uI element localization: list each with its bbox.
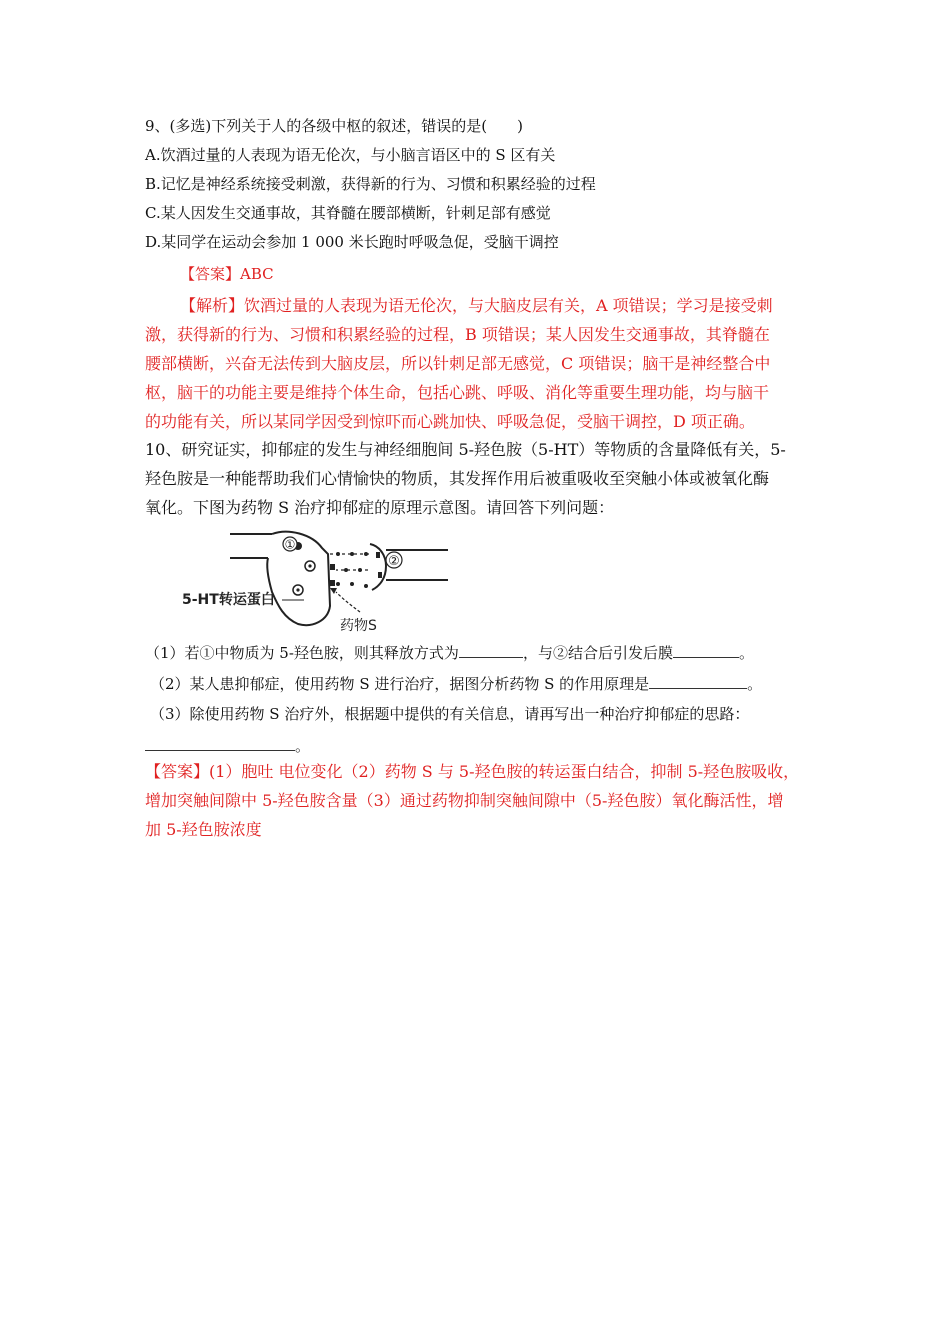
q10-stem-line-3: 氧化。下图为药物 S 治疗抑郁症的原理示意图。请回答下列问题： bbox=[145, 498, 615, 517]
q10-answer-line-1: 【答案】(1）胞吐 电位变化（2）药物 S 与 5-羟色胺的转运蛋白结合，抑制 5-羟色胺吸收， bbox=[145, 762, 800, 781]
q9-option-d: D.某同学在运动会参加 1 000 米长跑时呼吸急促，受脑干调控 bbox=[145, 233, 559, 251]
q10-sub2 bbox=[150, 673, 762, 694]
synapse-diagram bbox=[180, 526, 460, 636]
q10-stem-line-1: 10、研究证实，抑郁症的发生与神经细胞间 5-羟色胺（5-HT）等物质的含量降低有关，5- bbox=[145, 440, 786, 459]
q9-analysis-line-5: 的功能有关，所以某同学因受到惊吓而心跳加快、呼吸急促，受脑干调控，D 项正确。 bbox=[145, 412, 755, 431]
serotonin-molecules bbox=[336, 552, 368, 588]
receptor bbox=[376, 552, 380, 558]
q10-stem-line-2: 羟色胺是一种能帮助我们心情愉快的物质，其发挥作用后被重吸收至突触小体或被氧化酶 bbox=[145, 469, 770, 488]
q9-analysis-line-4: 枢，脑干的功能主要是维持个体生命，包括心跳、呼吸、消化等重要生理功能，均与脑干 bbox=[145, 383, 770, 402]
label-1: ① bbox=[284, 537, 296, 552]
q9-answer: 【答案】ABC bbox=[180, 265, 274, 283]
q10-sub1 bbox=[145, 642, 754, 663]
q9-stem: 9、(多选)下列关于人的各级中枢的叙述，错误的是( ) bbox=[145, 117, 523, 135]
q9-option-b: B.记忆是神经系统接受刺激，获得新的行为、习惯和积累经验的过程 bbox=[145, 175, 596, 193]
drug-s-label: 药物S bbox=[340, 618, 377, 634]
q9-option-a: A.饮酒过量的人表现为语无伦次，与小脑言语区中的 S 区有关 bbox=[145, 146, 556, 164]
q9-analysis-line-3: 腰部横断，兴奋无法传到大脑皮层，所以针刺足部无感觉，C 项错误；脑干是神经整合中 bbox=[145, 354, 771, 373]
label-2: ② bbox=[388, 554, 400, 569]
postsynaptic-membrane bbox=[370, 544, 386, 590]
q10-sub2-text: （2）某人患抑郁症，使用药物 S 进行治疗，据图分析药物 S 的作用原理是 bbox=[150, 675, 650, 693]
synapse-diagram-svg bbox=[180, 526, 460, 636]
answer-blank-4[interactable] bbox=[145, 735, 295, 751]
transporter-label: 5-HT转运蛋白 bbox=[182, 592, 275, 608]
q10-sub2-end: 。 bbox=[747, 675, 763, 693]
q9-option-c: C.某人因发生交通事故，其脊髓在腰部横断，针刺足部有感觉 bbox=[145, 204, 551, 222]
q10-sub3: （3）除使用药物 S 治疗外，根据题中提供的有关信息，请再写出一种治疗抑郁症的思路： bbox=[150, 705, 750, 723]
q10-answer-line-2: 增加突触间隙中 5-羟色胺含量（3）通过药物抑制突触间隙中（5-羟色胺）氧化酶活性，增 bbox=[145, 791, 784, 810]
transporter bbox=[330, 580, 335, 586]
q10-sub1-end: 。 bbox=[738, 644, 754, 662]
transporter bbox=[330, 564, 335, 570]
q10-sub3-end: 。 bbox=[295, 737, 311, 755]
q10-sub1-part-b: ，与②结合后引发后膜 bbox=[522, 644, 673, 662]
q10-sub1-part-a: （1）若①中物质为 5-羟色胺，则其释放方式为 bbox=[145, 644, 459, 662]
answer-blank-3[interactable] bbox=[649, 673, 747, 689]
receptor bbox=[378, 572, 382, 578]
q10-sub3-answer-line bbox=[145, 735, 310, 756]
answer-blank-1[interactable] bbox=[459, 642, 523, 658]
q9-analysis-line-2: 激，获得新的行为、习惯和积累经验的过程，B 项错误；某人因发生交通事故，其脊髓在 bbox=[145, 325, 770, 344]
drug-s-pointer bbox=[336, 592, 360, 612]
q10-answer-line-3: 加 5-羟色胺浓度 bbox=[145, 820, 262, 839]
q9-analysis-line-1: 【解析】饮酒过量的人表现为语无伦次，与大脑皮层有关，A 项错误；学习是接受刺 bbox=[180, 296, 773, 315]
answer-blank-2[interactable] bbox=[673, 642, 739, 658]
